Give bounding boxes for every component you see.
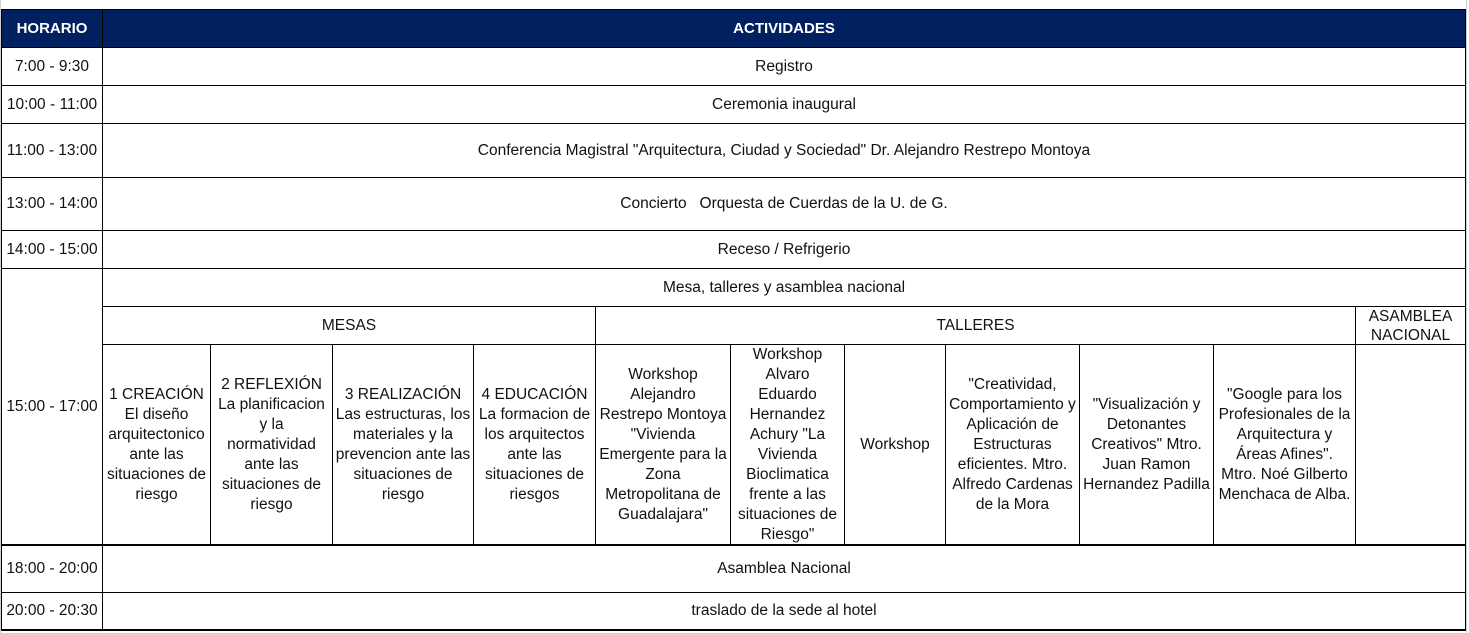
activity-cell: Conferencia Magistral "Arquitectura, Ciudad y Sociedad" Dr. Alejandro Restrepo Montoya	[103, 124, 1466, 178]
block-title: Mesa, talleres y asamblea nacional	[103, 269, 1466, 307]
gridline	[1466, 0, 1467, 634]
activity-cell: Concierto Orquesta de Cuerdas de la U. de G.	[103, 178, 1466, 231]
header-horario: HORARIO	[1, 9, 103, 48]
header-actividades: ACTIVIDADES	[103, 9, 1466, 48]
time-cell: 20:00 - 20:30	[1, 593, 103, 631]
activity-cell: Ceremonia inaugural	[103, 86, 1466, 124]
asamblea-cell	[1356, 345, 1466, 545]
time-cell: 14:00 - 15:00	[1, 231, 103, 269]
activity-cell: Receso / Refrigerio	[103, 231, 1466, 269]
time-cell: 15:00 - 17:00	[1, 269, 103, 545]
taller-cell: "Google para los Profesionales de la Arquitectura y Áreas Afines". Mtro. Noé Gilberto Menchaca de Alba.	[1214, 345, 1356, 545]
taller-cell: Workshop	[845, 345, 946, 545]
activity-cell: traslado de la sede al hotel	[103, 593, 1466, 631]
group-mesas: MESAS	[103, 307, 596, 345]
taller-cell: "Creatividad, Comportamiento y Aplicación de Estructuras eficientes. Mtro. Alfredo Cardenas de la Mora	[946, 345, 1080, 545]
group-asamblea: ASAMBLEA NACIONAL	[1356, 307, 1466, 345]
taller-cell: Workshop Alvaro Eduardo Hernandez Achury "La Vivienda Bioclimatica frente a las situaciones de Riesgo"	[731, 345, 845, 545]
activity-cell: Asamblea Nacional	[103, 545, 1466, 593]
mesa-cell: 3 REALIZACIÓN Las estructuras, los materiales y la prevencion ante las situaciones de riesgo	[333, 345, 474, 545]
time-cell: 7:00 - 9:30	[1, 48, 103, 86]
time-cell: 10:00 - 11:00	[1, 86, 103, 124]
group-talleres: TALLERES	[596, 307, 1356, 345]
activity-cell: Registro	[103, 48, 1466, 86]
taller-cell: "Visualización y Detonantes Creativos" Mtro. Juan Ramon Hernandez Padilla	[1080, 345, 1214, 545]
mesa-cell: 4 EDUCACIÓN La formacion de los arquitectos ante las situaciones de riesgos	[474, 345, 596, 545]
mesa-cell: 2 REFLEXIÓN La planificacion y la normatividad ante las situaciones de riesgo	[211, 345, 333, 545]
mesa-cell: 1 CREACIÓN El diseño arquitectonico ante las situaciones de riesgo	[103, 345, 211, 545]
time-cell: 13:00 - 14:00	[1, 178, 103, 231]
taller-cell: Workshop Alejandro Restrepo Montoya "Vivienda Emergente para la Zona Metropolitana de Guadalajara"	[596, 345, 731, 545]
time-cell: 11:00 - 13:00	[1, 124, 103, 178]
time-cell: 18:00 - 20:00	[1, 545, 103, 593]
